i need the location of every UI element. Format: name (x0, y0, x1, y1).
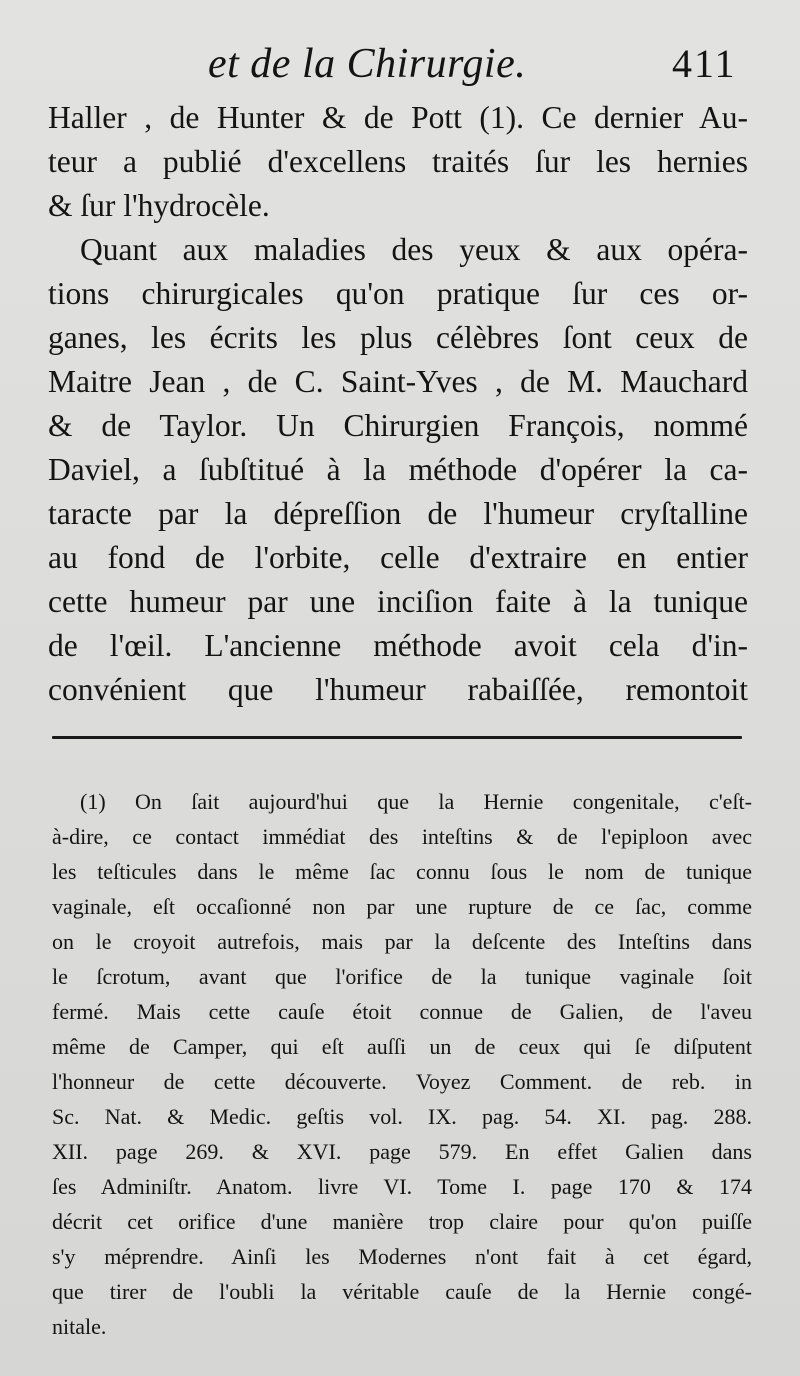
text-line: & de Taylor. Un Chirurgien François, nommé (48, 408, 748, 443)
page-number: 411 (672, 41, 737, 86)
footnote-line: Sc. Nat. & Medic. geſtis vol. IX. pag. 54. XI. pag. 288. (52, 1104, 752, 1129)
running-title: et de la Chirurgie. (208, 41, 527, 87)
text-line: au fond de l'orbite, celle d'extraire en entier (48, 540, 748, 575)
text-line: & ſur l'hydrocèle. (48, 188, 270, 223)
footnote (52, 784, 752, 1344)
text-line: Quant aux maladies des yeux & aux opéra- (80, 232, 748, 267)
footnote-separator (52, 736, 742, 739)
footnote-line: le ſcrotum, avant que l'orifice de la tunique vaginale ſoit (52, 964, 752, 989)
text-line: taracte par la dépreſſion de l'humeur cryſtalline (48, 496, 748, 531)
footnote-line: l'honneur de cette découverte. Voyez Comment. de reb. in (52, 1069, 752, 1094)
footnote-line: décrit cet orifice d'une manière trop claire pour qu'on puiſſe (52, 1209, 752, 1234)
text-line: ganes, les écrits les plus célèbres ſont ceux de (48, 320, 748, 355)
text-line: Maitre Jean , de C. Saint-Yves , de M. Mauchard (48, 364, 748, 399)
footnote-line: à-dire, ce contact immédiat des inteſtins & de l'epiploon avec (52, 824, 752, 849)
footnote-line: que tirer de l'oubli la véritable cauſe de la Hernie congé- (52, 1279, 752, 1304)
text-line: Daviel, a ſubſtitué à la méthode d'opérer la ca- (48, 452, 748, 487)
page-header (0, 40, 800, 100)
footnote-line: nitale. (52, 1314, 107, 1339)
footnote-line: (1) On ſait aujourd'hui que la Hernie congenitale, c'eſt- (80, 789, 752, 814)
footnote-line: XII. page 269. & XVI. page 579. En effet Galien dans (52, 1139, 752, 1164)
text-line: convénient que l'humeur rabaiſſée, remontoit (48, 672, 748, 707)
footnote-line: ſes Adminiſtr. Anatom. livre VI. Tome I. page 170 & 174 (52, 1174, 752, 1199)
footnote-line: même de Camper, qui eſt auſſi un de ceux qui ſe diſputent (52, 1034, 752, 1059)
text-line: Haller , de Hunter & de Pott (1). Ce dernier Au- (48, 100, 748, 135)
main-text (48, 96, 748, 712)
footnote-line: s'y méprendre. Ainſi les Modernes n'ont fait à cet égard, (52, 1244, 752, 1269)
text-line: de l'œil. L'ancienne méthode avoit cela d'in- (48, 628, 748, 663)
footnote-line: on le croyoit autrefois, mais par la deſcente des Inteſtins dans (52, 929, 752, 954)
text-line: teur a publié d'excellens traités ſur les hernies (48, 144, 748, 179)
footnote-line: fermé. Mais cette cauſe étoit connue de Galien, de l'aveu (52, 999, 752, 1024)
text-line: cette humeur par une inciſion faite à la tunique (48, 584, 748, 619)
footnote-line: vaginale, eſt occaſionné non par une rupture de ce ſac, comme (52, 894, 752, 919)
footnote-line: les teſticules dans le même ſac connu ſous le nom de tunique (52, 859, 752, 884)
text-line: tions chirurgicales qu'on pratique ſur ces or- (48, 276, 748, 311)
